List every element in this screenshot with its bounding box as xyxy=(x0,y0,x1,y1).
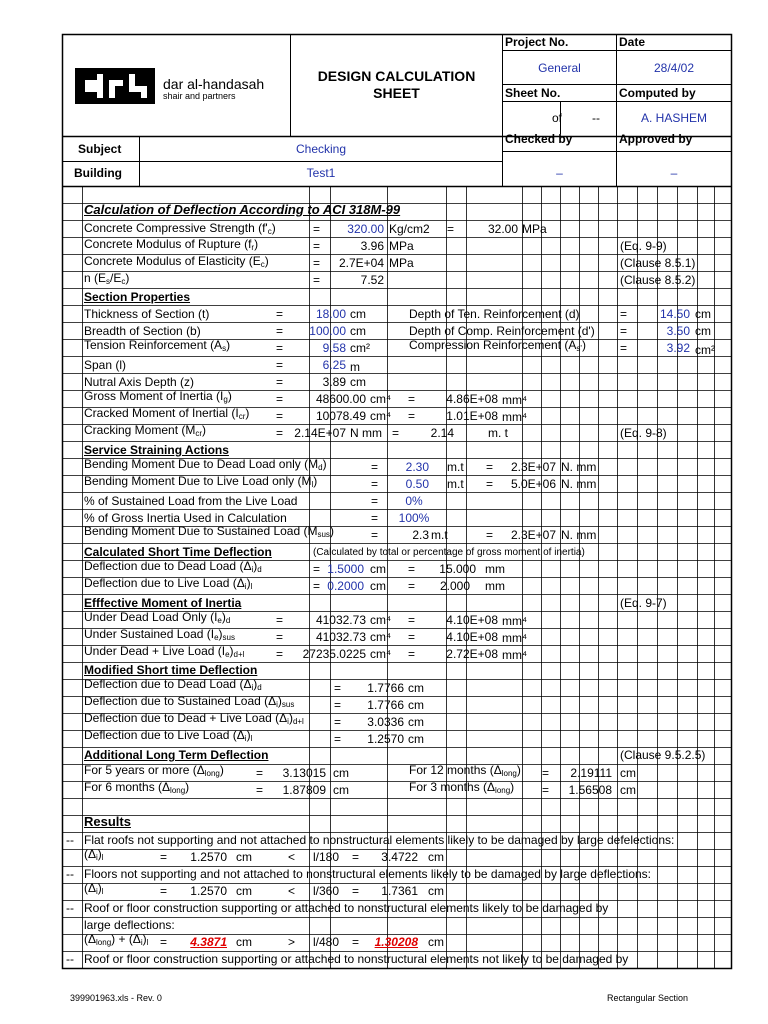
mcr-label: Cracking Moment $(M_{cr})$ xyxy=(84,423,207,438)
l5-eq: = xyxy=(256,766,264,780)
modified-short-heading: Modified Short time Deflection xyxy=(84,663,258,677)
mcr-eq2: = xyxy=(392,426,400,440)
dd-unit: cm xyxy=(370,562,386,576)
r2-value2: 1.7361 xyxy=(381,884,418,898)
md-eq: = xyxy=(371,460,379,474)
ied-unit: cm⁴ xyxy=(370,613,392,627)
l5-unit: cm xyxy=(333,766,349,780)
sheet-title-line2: SHEET xyxy=(373,85,420,101)
l5-label: For 5 years or more $(\Delta_{long})$ xyxy=(84,763,224,778)
m1-eq: = xyxy=(334,681,342,695)
z-value: 3.89 xyxy=(322,375,346,389)
l6-value: 1.87809 xyxy=(282,783,326,797)
l3-unit: cm xyxy=(620,783,636,797)
effective-inertia-ref: (Eq. 9-7) xyxy=(620,596,667,610)
computed-by-value: A. HASHEM xyxy=(640,111,707,125)
msus-eq2: = xyxy=(486,528,494,542)
b-unit: cm xyxy=(350,324,366,338)
icr-eq2: = xyxy=(408,409,416,423)
asprime-label: Compression Reinforcement $(A_{s'})$ xyxy=(409,338,586,353)
company-logo xyxy=(75,66,280,106)
n-ref: (Clause 8.5.2) xyxy=(620,273,696,287)
fr-value: 3.96 xyxy=(360,239,384,253)
m1-unit: cm xyxy=(408,681,424,695)
m3-eq: = xyxy=(334,715,342,729)
l5-value: 3.13015 xyxy=(282,766,326,780)
fc-value2: 32.00 xyxy=(487,222,518,236)
b-value: 100.00 xyxy=(309,324,346,338)
ml-unit2: N. mm xyxy=(561,477,597,491)
m2-label: Deflection due to Sustained Load $(\Delta_i)_{sus}$ xyxy=(84,694,295,709)
z-unit: cm xyxy=(350,375,366,389)
iedl-eq2: = xyxy=(408,647,416,661)
dprime-label: Depth of Comp. Reinforcement (d') xyxy=(409,324,595,338)
md-unit2: N. mm xyxy=(561,460,597,474)
dl-unit: cm xyxy=(370,579,386,593)
ied-value: 41032.73 xyxy=(315,613,366,627)
ml-unit: m.t xyxy=(447,477,464,491)
subject-label: Subject xyxy=(78,142,122,156)
short-time-heading: Calculated Short Time Deflection xyxy=(84,545,272,559)
msus-eq: = xyxy=(371,528,379,542)
dd-value2: 15.000 xyxy=(439,562,476,576)
as-unit: cm² xyxy=(350,341,370,355)
gross-inertia-label: % of Gross Inertia Used in Calculation xyxy=(84,511,287,525)
r2-cmp: < xyxy=(288,884,296,898)
footer-section: Rectangular Section xyxy=(607,993,689,1003)
approved-by-label: Approved by xyxy=(619,132,693,146)
t-eq: = xyxy=(276,307,284,321)
r3-value2: 1.30208 xyxy=(374,935,418,949)
ec-ref: (Clause 8.5.1) xyxy=(620,256,696,270)
z-label: Nutral Axis Depth (z) xyxy=(84,375,195,389)
ies-unit2: mm⁴ xyxy=(502,631,528,645)
fc-eq2: = xyxy=(447,222,455,236)
z-eq: = xyxy=(276,375,284,389)
md-value: 2.30 xyxy=(405,460,429,474)
md-unit: m.t xyxy=(447,460,464,474)
r1-cmp: < xyxy=(288,850,296,864)
ied-unit2: mm⁴ xyxy=(502,614,528,628)
as-value: 9.58 xyxy=(322,341,346,355)
m2-unit: cm xyxy=(408,698,424,712)
r3-eq2: = xyxy=(352,935,360,949)
l3-label: For 3 months $(\Delta_{long})$ xyxy=(409,780,515,795)
m2-eq: = xyxy=(334,698,342,712)
dprime-value: 3.50 xyxy=(666,324,690,338)
gross-inertia-value: 100% xyxy=(398,511,430,525)
building-label: Building xyxy=(74,166,122,180)
l3-value: 1.56508 xyxy=(568,783,612,797)
computed-by-label: Computed by xyxy=(619,86,696,100)
r2-unit: cm xyxy=(236,884,252,898)
sheet-title-line1: DESIGN CALCULATION xyxy=(317,68,476,84)
l12-label: For 12 months $(\Delta_{long})$ xyxy=(409,763,521,778)
m4-eq: = xyxy=(334,732,342,746)
main-title: Calculation of Deflection According to ACI 318M-99 xyxy=(84,202,401,217)
dd-label: Deflection due to Dead Load $(\Delta_i)_d$ xyxy=(84,559,262,574)
dl-unit2: mm xyxy=(485,579,505,593)
r3-unit: cm xyxy=(236,935,252,949)
ig-eq: = xyxy=(276,392,284,406)
fr-eq: = xyxy=(313,239,321,253)
r3-dash: -- xyxy=(66,901,74,915)
ig-unit2: mm⁴ xyxy=(502,393,528,407)
t-value: 18.00 xyxy=(315,307,346,321)
ies-value2: 4.10E+08 xyxy=(446,630,498,644)
t-unit: cm xyxy=(350,307,366,321)
r1-label: $(\Delta_i)_l$ xyxy=(84,847,104,862)
ies-eq: = xyxy=(276,630,284,644)
ig-value2: 4.86E+08 xyxy=(446,392,498,406)
ies-label: Under Sustained Load $(I_e)_{sus}$ xyxy=(84,627,235,642)
iedl-value: 27235.0225 xyxy=(302,647,366,661)
d-label: Depth of Ten. Reinforcement (d) xyxy=(409,307,580,321)
logo-text: dar al-handasah xyxy=(163,76,265,92)
long-term-heading: Additional Long Term Deflection xyxy=(84,748,269,762)
service-heading: Service Straining Actions xyxy=(84,443,229,457)
l6-label: For 6 months $(\Delta_{long})$ xyxy=(84,780,190,795)
project-no-value: General xyxy=(538,61,581,75)
ies-eq2: = xyxy=(408,630,416,644)
ied-label: Under Dead Load Only $(I_e)_d$ xyxy=(84,610,231,625)
ml-value2: 5.0E+06 xyxy=(510,477,556,491)
subject-value: Checking xyxy=(295,142,347,156)
m2-value: 1.7766 xyxy=(367,698,404,712)
md-value2: 2.3E+07 xyxy=(510,460,556,474)
checked-by-label: Checked by xyxy=(505,132,573,146)
ec-label: Concrete Modulus of Elasticity $(E_c)$ xyxy=(84,254,269,269)
approved-by-value: – xyxy=(670,166,678,180)
ml-eq2: = xyxy=(486,477,494,491)
m4-unit: cm xyxy=(408,732,424,746)
md-label: Bending Moment Due to Dead Load only $(M_d)$ xyxy=(84,457,327,472)
ies-value: 41032.73 xyxy=(315,630,366,644)
r3-unit2: cm xyxy=(428,935,444,949)
r2-eq2: = xyxy=(352,884,360,898)
sheet-of-text: of xyxy=(552,111,563,125)
icr-eq: = xyxy=(276,409,284,423)
ec-eq: = xyxy=(313,256,321,270)
sheet-total-value: -- xyxy=(592,111,600,125)
dl-eq: = xyxy=(313,579,321,593)
icr-value2: 1.01E+08 xyxy=(446,409,498,423)
l12-unit: cm xyxy=(620,766,636,780)
md-eq2: = xyxy=(486,460,494,474)
section-properties-heading: Section Properties xyxy=(84,290,191,304)
dl-label: Deflection due to Live Load $(\Delta_i)_l$ xyxy=(84,576,253,591)
r2-label: $(\Delta_i)_l$ xyxy=(84,881,104,896)
msus-label: Bending Moment Due to Sustained Load $(M_{sus})$ xyxy=(84,524,334,539)
ied-value2: 4.10E+08 xyxy=(446,613,498,627)
iedl-unit: cm⁴ xyxy=(370,647,392,661)
ec-value: 2.7E+04 xyxy=(338,256,384,270)
project-no-label: Project No. xyxy=(505,35,569,49)
sustained-label: % of Sustained Load from the Live Load xyxy=(84,494,298,508)
m3-label: Deflection due to Dead + Live Load $(\Delta_i)_{d+l}$ xyxy=(84,711,304,726)
ml-eq: = xyxy=(371,477,379,491)
r3-eq: = xyxy=(160,935,168,949)
r1-eq: = xyxy=(160,850,168,864)
logo-subtext: shair and partners xyxy=(163,91,236,101)
msus-unit2: N. mm xyxy=(561,528,597,542)
iedl-label: Under Dead + Live Load $(I_e)_{d+l}$ xyxy=(84,644,245,659)
mcr-value: 2.14E+07 xyxy=(294,426,346,440)
icr-value: 10078.49 xyxy=(315,409,366,423)
sheet-no-label: Sheet No. xyxy=(505,86,561,100)
checked-by-value: – xyxy=(556,166,563,180)
r1-unit: cm xyxy=(236,850,252,864)
ig-eq2: = xyxy=(408,392,416,406)
fc-label: Concrete Compressive Strength $(f'_c)$ xyxy=(84,221,276,236)
ml-label: Bending Moment Due to Live Load only $(M_l)$ xyxy=(84,474,318,489)
effective-inertia-heading: Efffective Moment of Inertia xyxy=(84,596,242,610)
as-label: Tension Reinforcement $(A_s)$ xyxy=(84,338,231,353)
r3-label: $(\Delta_{long}) + (\Delta_i)_l$ xyxy=(84,932,149,947)
r1-value2: 3.4722 xyxy=(381,850,418,864)
l12-value: 2.19111 xyxy=(570,766,612,780)
footer-file: 399901963.xls - Rev. 0 xyxy=(70,993,162,1003)
n-label: n $(E_s/E_c)$ xyxy=(84,271,130,286)
dar-logo-icon xyxy=(75,68,155,104)
sustained-value: 0% xyxy=(405,494,423,508)
sustained-eq: = xyxy=(371,494,379,508)
iedl-value2: 2.72E+08 xyxy=(446,647,498,661)
iedl-unit2: mm⁴ xyxy=(502,648,528,662)
m4-value: 1.2570 xyxy=(367,732,404,746)
t-label: Thickness of Section (t) xyxy=(84,307,210,321)
ig-label: Gross Moment of Inertia $(I_g)$ xyxy=(84,389,232,404)
ec-unit: MPa xyxy=(389,256,414,270)
m3-value: 3.0336 xyxy=(367,715,404,729)
mcr-unit: N mm xyxy=(350,426,382,440)
mcr-unit2: m. t xyxy=(488,426,508,440)
fc-eq: = xyxy=(313,222,321,236)
fc-unit2: MPa xyxy=(522,222,547,236)
span-unit: m xyxy=(350,360,360,374)
dl-value: 0.2000 xyxy=(327,579,364,593)
long-term-ref: (Clause 9.5.2.5) xyxy=(620,748,706,762)
fc-value: 320.00 xyxy=(347,222,384,236)
b-eq: = xyxy=(276,324,284,338)
r2-value: 1.2570 xyxy=(190,884,227,898)
d-unit: cm xyxy=(695,307,711,321)
asprime-eq: = xyxy=(620,341,628,355)
r1-text: Flat roofs not supporting and not attached to nonstructural elements likely to be damaged by large defelections: xyxy=(84,833,675,847)
mcr-value2: 2.14 xyxy=(430,426,454,440)
l12-eq: = xyxy=(542,766,550,780)
r2-limit: l/360 xyxy=(313,884,340,898)
r1-eq2: = xyxy=(352,850,360,864)
dl-eq2: = xyxy=(408,579,416,593)
l6-eq: = xyxy=(256,783,264,797)
dd-eq: = xyxy=(313,562,321,576)
dl-value2: 2.000 xyxy=(439,579,470,593)
r4-dash: -- xyxy=(66,952,74,966)
b-label: Breadth of Section (b) xyxy=(84,324,201,338)
r1-value: 1.2570 xyxy=(190,850,227,864)
dd-unit2: mm xyxy=(485,562,505,576)
ig-value: 48600.00 xyxy=(315,392,366,406)
dprime-unit: cm xyxy=(695,324,711,338)
n-eq: = xyxy=(313,273,321,287)
iedl-eq: = xyxy=(276,647,284,661)
short-time-note: (Calculated by total or percentage of gross moment of inertia) xyxy=(313,547,585,558)
n-value: 7.52 xyxy=(360,273,384,287)
msus-value: 2.3 xyxy=(412,528,429,542)
asprime-unit: cm² xyxy=(695,343,715,357)
building-value: Test1 xyxy=(306,166,336,180)
r3-value: 4.3871 xyxy=(190,935,227,949)
span-eq: = xyxy=(276,358,284,372)
mcr-ref: (Eq. 9-8) xyxy=(620,426,667,440)
r2-unit2: cm xyxy=(428,884,444,898)
ied-eq: = xyxy=(276,613,284,627)
ies-unit: cm⁴ xyxy=(370,630,392,644)
fr-unit: MPa xyxy=(389,239,414,253)
fr-ref: (Eq. 9-9) xyxy=(620,239,667,253)
msus-value2: 2.3E+07 xyxy=(510,528,556,542)
m1-label: Deflection due to Dead Load $(\Delta_i)_d$ xyxy=(84,677,262,692)
l6-unit: cm xyxy=(333,783,349,797)
r1-dash: -- xyxy=(66,833,74,847)
r2-text: Floors not supporting and not attached to nonstructural elements likely to be damaged by large deflections: xyxy=(84,867,652,881)
ig-unit: cm⁴ xyxy=(370,392,392,406)
ied-eq2: = xyxy=(408,613,416,627)
dprime-eq: = xyxy=(620,324,628,338)
fr-label: Concrete Modulus of Rupture $(f_r)$ xyxy=(84,237,259,252)
m3-unit: cm xyxy=(408,715,424,729)
results-heading: Results xyxy=(84,814,131,829)
r3-text: Roof or floor construction supporting or attached to nonstructural elements likely to be damaged by xyxy=(84,901,609,915)
date-label: Date xyxy=(619,35,646,49)
r2-eq: = xyxy=(160,884,168,898)
r4-text: Roof or floor construction supporting or attached to nonstructural elements not likely to be damaged by xyxy=(84,952,629,966)
r3-limit: l/480 xyxy=(313,935,340,949)
r3-text2: large deflections: xyxy=(84,918,175,932)
icr-label: Cracked Moment of Inertial $(I_{cr})$ xyxy=(84,406,250,421)
msus-unit: m.t xyxy=(431,528,448,542)
r1-unit2: cm xyxy=(428,850,444,864)
icr-unit2: mm⁴ xyxy=(502,410,528,424)
dd-value: 1.5000 xyxy=(327,562,364,576)
d-value: 14.50 xyxy=(659,307,690,321)
m1-value: 1.7766 xyxy=(367,681,404,695)
r3-cmp: > xyxy=(288,935,296,949)
r2-dash: -- xyxy=(66,867,74,881)
span-label: Span (l) xyxy=(84,358,127,372)
dd-eq2: = xyxy=(408,562,416,576)
date-value: 28/4/02 xyxy=(653,61,695,75)
r1-limit: l/180 xyxy=(313,850,340,864)
as-eq: = xyxy=(276,341,284,355)
asprime-value: 3.92 xyxy=(666,341,690,355)
m4-label: Deflection due to Live Load $(\Delta_i)_l$ xyxy=(84,728,253,743)
span-value: 6.25 xyxy=(322,358,346,372)
icr-unit: cm⁴ xyxy=(370,409,392,423)
ml-value: 0.50 xyxy=(405,477,429,491)
fc-unit: Kg/cm2 xyxy=(389,222,430,236)
l3-eq: = xyxy=(542,783,550,797)
gross-inertia-eq: = xyxy=(371,511,379,525)
mcr-eq: = xyxy=(276,426,284,440)
d-eq: = xyxy=(620,307,628,321)
